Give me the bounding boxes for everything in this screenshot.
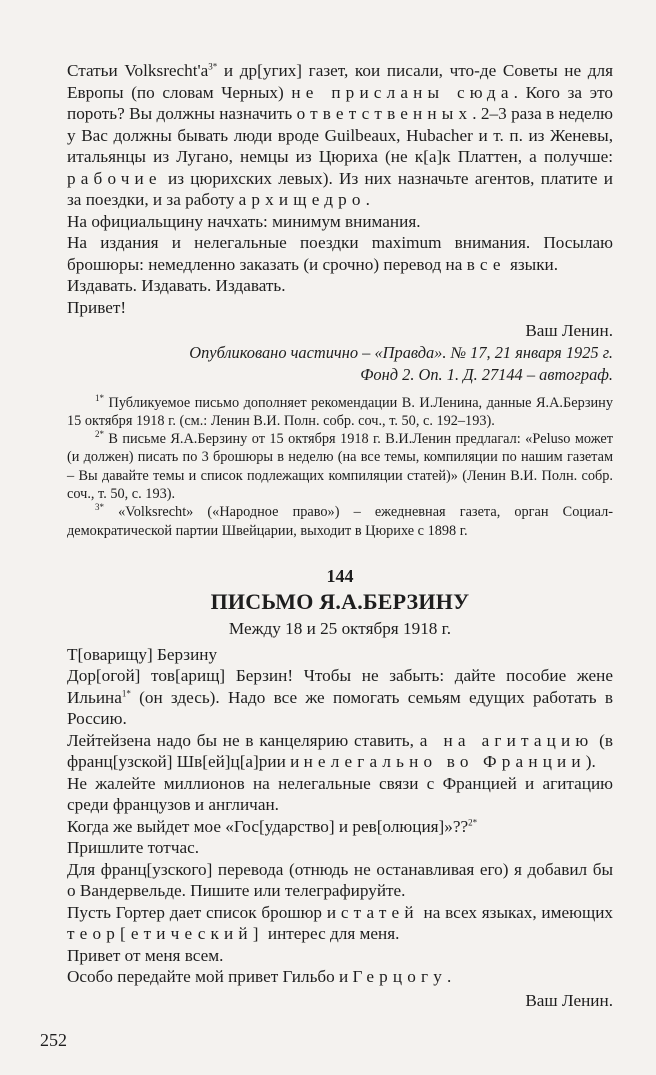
footnote — [67, 430, 613, 503]
footnote — [67, 503, 613, 540]
text-run: Статьи Volksrecht'a — [67, 61, 209, 80]
spaced-text: не присланы сюда — [291, 82, 514, 102]
text-run: . — [446, 967, 452, 987]
paragraph-volksrecht — [67, 60, 613, 211]
salutation: Т[оварищу] Берзину — [67, 644, 218, 664]
letter-paragraph: Привет от меня всем. — [67, 945, 224, 965]
letter-paragraph — [67, 902, 613, 945]
letter-paragraph — [67, 966, 613, 988]
signature: Ваш Ленин. — [525, 321, 613, 340]
spaced-text: теор[етический] — [67, 924, 264, 944]
document-title: ПИСЬМО Я.А.БЕРЗИНУ — [210, 588, 470, 614]
spaced-text: статей — [340, 902, 419, 922]
text-run: . 2–3 раза в неделю у Вас должны бывать люди вроде Guilbeaux, Hubacher и т. п. из Женевы, итальянцы из Лугано, немцы из Цюриха (не к[а]к Платтен, а получше: — [67, 104, 613, 166]
text-run: . — [365, 190, 370, 209]
footnote-text: Публикуемое письмо дополняет рекомендации В. И.Ленина, данные Я.А.Берзину 15 октября 1918 г. (см.: Ленин В.И. Полн. собр. соч., т. 50, с. 192–193). — [67, 394, 613, 429]
letter-paragraph — [67, 730, 613, 773]
text-run: из цюрихских левых). Из них назначьте агентов, платите и за поездки, и за работу — [67, 168, 613, 209]
text-run: Когда же выйдет мое «Гос[ударство] и рев[олюция]»?? — [67, 816, 469, 836]
spaced-text: ответственных — [296, 104, 473, 123]
text-run: . Кого за это пороть? Вы должны назначить — [67, 82, 613, 123]
spaced-text: рабочие — [67, 168, 162, 188]
spaced-text: все — [466, 254, 506, 274]
footnote-ref: 2* — [468, 817, 478, 828]
spaced-text: а на агитацию — [419, 730, 594, 750]
footnote — [67, 394, 613, 431]
document-date: Между 18 и 25 октября 1918 г. — [228, 618, 452, 638]
text-run: интерес для меня. — [263, 924, 400, 944]
archive-note: Фонд 2. Оп. 1. Д. 27144 – автограф. — [360, 364, 613, 384]
text-run: На издания и нелегальные поездки maximum внимания. Посылаю брошюры: немедленно заказать (и срочно) перевод на — [67, 233, 613, 274]
footnote-mark: 3* — [95, 502, 104, 513]
paragraph-official: На официальщину начхать: минимум внимания. — [67, 211, 421, 231]
spaced-text: нелегально во Франции — [303, 752, 586, 772]
paragraph-greeting: Привет! — [67, 297, 127, 317]
spaced-text: архищедро — [238, 190, 366, 209]
document-number: 144 — [326, 565, 354, 586]
text-run: на всех языках, имеющих — [418, 902, 613, 922]
paragraph-publish: Издавать. Издавать. Издавать. — [67, 276, 286, 295]
text-run: языки. — [505, 254, 559, 274]
letter-paragraph: Не жалейте миллионов на нелегальные связи с Францией и агитацию среди французов и англичан. — [67, 773, 613, 815]
footnote-mark: 2* — [95, 429, 104, 440]
publication-note: Опубликовано частично – «Правда». № 17, 21 января 1925 г. — [189, 342, 613, 362]
footnote-text: «Volksrecht» («Народное право») – ежедневная газета, орган Социал-демократической партии Швейцарии, выходит в Цюрихе с 1898 г. — [67, 504, 614, 539]
letter-signature: Ваш Ленин. — [525, 990, 613, 1010]
letter-paragraph — [67, 665, 613, 730]
footnote-ref: 1* — [121, 688, 131, 699]
letter-paragraph — [67, 816, 613, 838]
text-run: (в франц[узской] Шв[ей]ц[а]рии и — [67, 730, 613, 772]
footnote-text: В письме Я.А.Берзину от 15 октября 1918 г. В.И.Ленин предлагал: «Peluso может (и должен) писать по 3 брошюры в неделю (на все темы, компиляции по нашим газетам – Вы давайте темы и список подлежащих компиляции статей)» (Ленин В.И. Полн. собр. соч., т. 50, с. 193). — [67, 431, 613, 502]
text-run: Пусть Гортер дает список брошюр и — [67, 902, 341, 922]
text-run: ). — [585, 752, 596, 772]
footnote-mark: 1* — [95, 392, 104, 403]
text-run: Лейтейзена надо бы не в канцелярию ставить, — [67, 730, 420, 750]
page-number: 252 — [40, 1030, 67, 1050]
spaced-text: Герцогу — [352, 967, 447, 987]
letter-paragraph: Для франц[узского] перевода (отнюдь не останавливая его) я добавил бы о Вандервельде. Пишите или телеграфируйте. — [67, 859, 613, 901]
text-run: Особо передайте мой привет Гильбо и — [67, 967, 353, 987]
letter-paragraph: Пришлите тотчас. — [67, 838, 200, 858]
paragraph-publications — [67, 232, 613, 275]
text-run: и др[угих] газет, кои писали, что-де Советы не для Европы (по словам Черных) — [67, 61, 613, 102]
text-run: (он здесь). Надо все же помогать семьям едущих работать в Россию. — [67, 687, 613, 729]
footnote-ref: 3* — [208, 61, 218, 72]
text-run: Дор[огой] тов[арищ] Берзин! Чтобы не забыть: дайте пособие жене Ильина — [67, 666, 613, 707]
page-content — [67, 60, 613, 1011]
